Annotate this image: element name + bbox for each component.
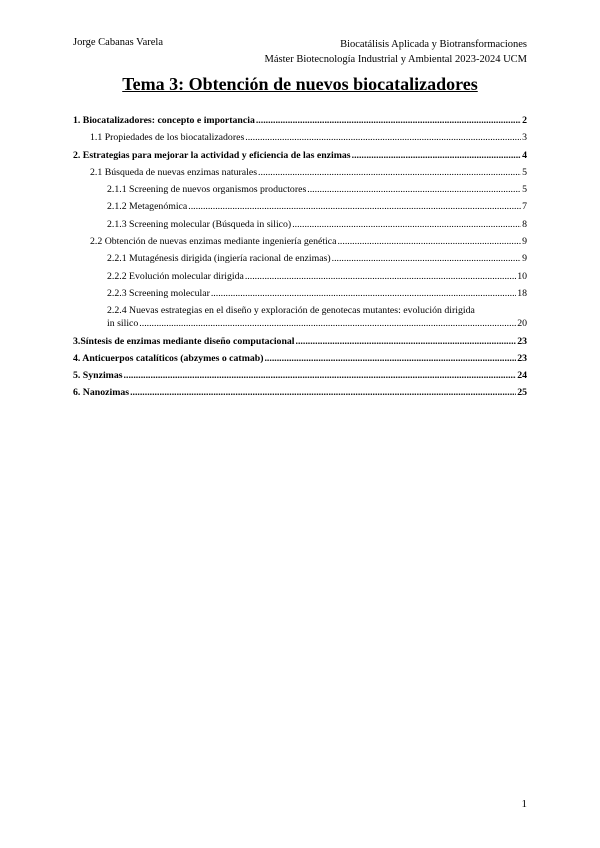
- toc-page: 20: [517, 318, 527, 330]
- toc-entry-1[interactable]: [73, 114, 527, 127]
- toc-label: 4. Anticuerpos catalíticos (abzymes o catmab): [73, 352, 264, 364]
- document-title: Tema 3: Obtención de nuevos biocatalizadores: [122, 74, 478, 94]
- toc-entry-2-1-1[interactable]: [73, 183, 527, 196]
- toc-label: 6. Nanozimas: [73, 387, 130, 399]
- toc-label: 2. Estrategias para mejorar la actividad y eficiencia de las enzimas: [73, 149, 351, 161]
- toc-page: 24: [517, 370, 527, 382]
- toc-page: 18: [517, 287, 527, 299]
- toc-entry-2-1[interactable]: [73, 166, 527, 179]
- header-right: [265, 37, 527, 67]
- toc-label: 2.2.1 Mutagénesis dirigida (ingiería racional de enzimas): [107, 253, 331, 265]
- toc-entry-2-1-3[interactable]: [73, 218, 527, 231]
- toc-entry-2-2-2[interactable]: [73, 270, 527, 283]
- toc-page: 3: [522, 132, 527, 144]
- header-program: Máster Biotecnología Industrial y Ambiental 2023-2024 UCM: [264, 54, 527, 65]
- toc-label: 2.1 Búsqueda de nuevas enzimas naturales: [90, 166, 258, 178]
- toc-page: 4: [522, 149, 527, 161]
- toc-entry-2-2-4[interactable]: [73, 304, 527, 330]
- toc-page: 5: [522, 184, 527, 196]
- toc-page: 2: [522, 115, 527, 126]
- toc-label-line1: 2.2.4 Nuevas estrategias en el diseño y exploración de genotecas mutantes: evolución dirigida: [107, 305, 475, 317]
- toc-label-line2: in silico: [107, 318, 139, 330]
- toc-entry-6[interactable]: [73, 386, 527, 399]
- toc-page: 10: [517, 270, 527, 282]
- toc-page: 7: [522, 201, 527, 213]
- toc-entry-3[interactable]: [73, 335, 527, 348]
- header-author: Jorge Cabanas Varela: [73, 37, 163, 48]
- toc-label: 2.2.3 Screening molecular: [107, 287, 210, 299]
- toc-page: 9: [522, 253, 527, 265]
- toc-label: 2.1.3 Screening molecular (Búsqueda in silico): [107, 218, 292, 230]
- toc-entry-2-1-2[interactable]: [73, 200, 527, 213]
- page-number: 1: [521, 798, 527, 810]
- toc-entry-4[interactable]: [73, 352, 527, 365]
- table-of-contents: [73, 114, 527, 404]
- toc-entry-1-1[interactable]: [73, 131, 527, 144]
- toc-label: 2.1.1 Screening de nuevos organismos productores: [107, 184, 307, 196]
- toc-page: 23: [517, 352, 527, 364]
- header-course: Biocatálisis Aplicada y Biotransformaciones: [340, 39, 527, 50]
- toc-page: 8: [522, 218, 527, 230]
- toc-label: 5. Synzimas: [73, 370, 123, 382]
- toc-label: 2.2 Obtención de nuevas enzimas mediante ingeniería genética: [90, 236, 337, 248]
- toc-entry-2-2-3[interactable]: [73, 287, 527, 300]
- toc-page: 9: [522, 236, 527, 248]
- toc-page: 23: [517, 335, 527, 347]
- toc-page: 5: [522, 166, 527, 178]
- toc-label: 2.1.2 Metagenómica: [107, 201, 188, 213]
- toc-label: 3.Síntesis de enzimas mediante diseño computacional: [73, 335, 295, 347]
- toc-entry-2[interactable]: [73, 149, 527, 162]
- toc-entry-2-2-1[interactable]: [73, 252, 527, 265]
- toc-label: 1. Biocatalizadores: concepto e importancia: [73, 115, 255, 126]
- toc-page: 25: [517, 387, 527, 399]
- toc-label: 1.1 Propiedades de los biocatalizadores: [90, 132, 245, 144]
- toc-entry-5[interactable]: [73, 369, 527, 382]
- toc-label: 2.2.2 Evolución molecular dirigida: [107, 270, 244, 282]
- toc-entry-2-2[interactable]: [73, 235, 527, 248]
